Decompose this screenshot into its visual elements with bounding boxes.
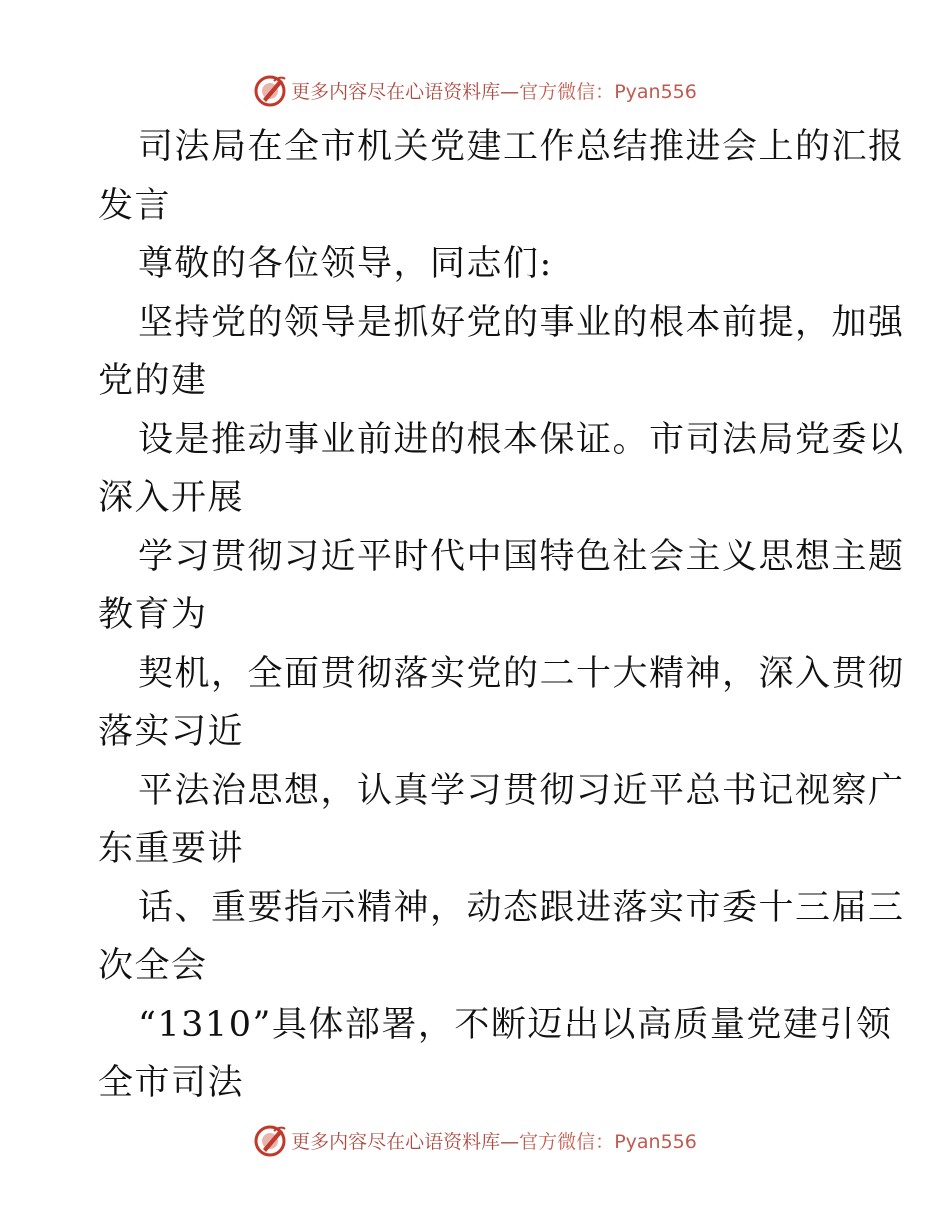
footer-dash: — — [500, 1130, 520, 1153]
doc-line: 司法局在全市机关党建工作总结推进会上的汇报 — [138, 127, 905, 167]
doc-line: 话、重要指示精神，动态跟进落实市委十三届三 — [138, 887, 905, 928]
doc-line: 平法治思想，认真学习贯彻习近平总书记视察广 — [138, 770, 905, 811]
doc-line: 教育为 — [98, 595, 208, 635]
header-dash: — — [500, 80, 520, 103]
doc-line: 全市司法 — [98, 1063, 245, 1103]
doc-line: 尊敬的各位领导，同志们: — [138, 244, 553, 284]
doc-line: 党的建 — [98, 361, 208, 401]
doc-line: 东重要讲 — [98, 829, 245, 869]
header-wechat-label: 官方微信： — [519, 80, 615, 103]
doc-line: 次全会 — [98, 946, 208, 986]
logo-icon — [253, 1123, 287, 1157]
header-banner-text — [291, 77, 697, 104]
header-site-text: 更多内容尽在心语资料库 — [291, 80, 501, 103]
logo-icon — [253, 73, 287, 107]
doc-line: 坚持党的领导是抓好党的事业的根本前提，加强 — [138, 302, 905, 343]
footer-wechat-account: Pyan556 — [614, 1130, 697, 1153]
header-banner — [0, 70, 950, 110]
footer-banner-text — [291, 1127, 697, 1154]
header-wechat-account: Pyan556 — [614, 80, 697, 103]
footer-site-text: 更多内容尽在心语资料库 — [291, 1130, 501, 1153]
doc-line: 学习贯彻习近平时代中国特色社会主义思想主题 — [138, 536, 905, 577]
doc-line: “1310”具体部署，不断迈出以高质量党建引领 — [138, 1004, 893, 1045]
doc-line: 设是推动事业前进的根本保证。市司法局党委以 — [138, 419, 905, 460]
footer-wechat-label: 官方微信： — [519, 1130, 615, 1153]
doc-line: 契机，全面贯彻落实党的二十大精神，深入贯彻 — [138, 653, 905, 694]
doc-line: 发言 — [98, 185, 172, 226]
doc-line: 深入开展 — [98, 478, 245, 518]
doc-line: 落实习近 — [98, 712, 245, 752]
document-body — [98, 118, 905, 1113]
footer-banner — [0, 1120, 950, 1160]
